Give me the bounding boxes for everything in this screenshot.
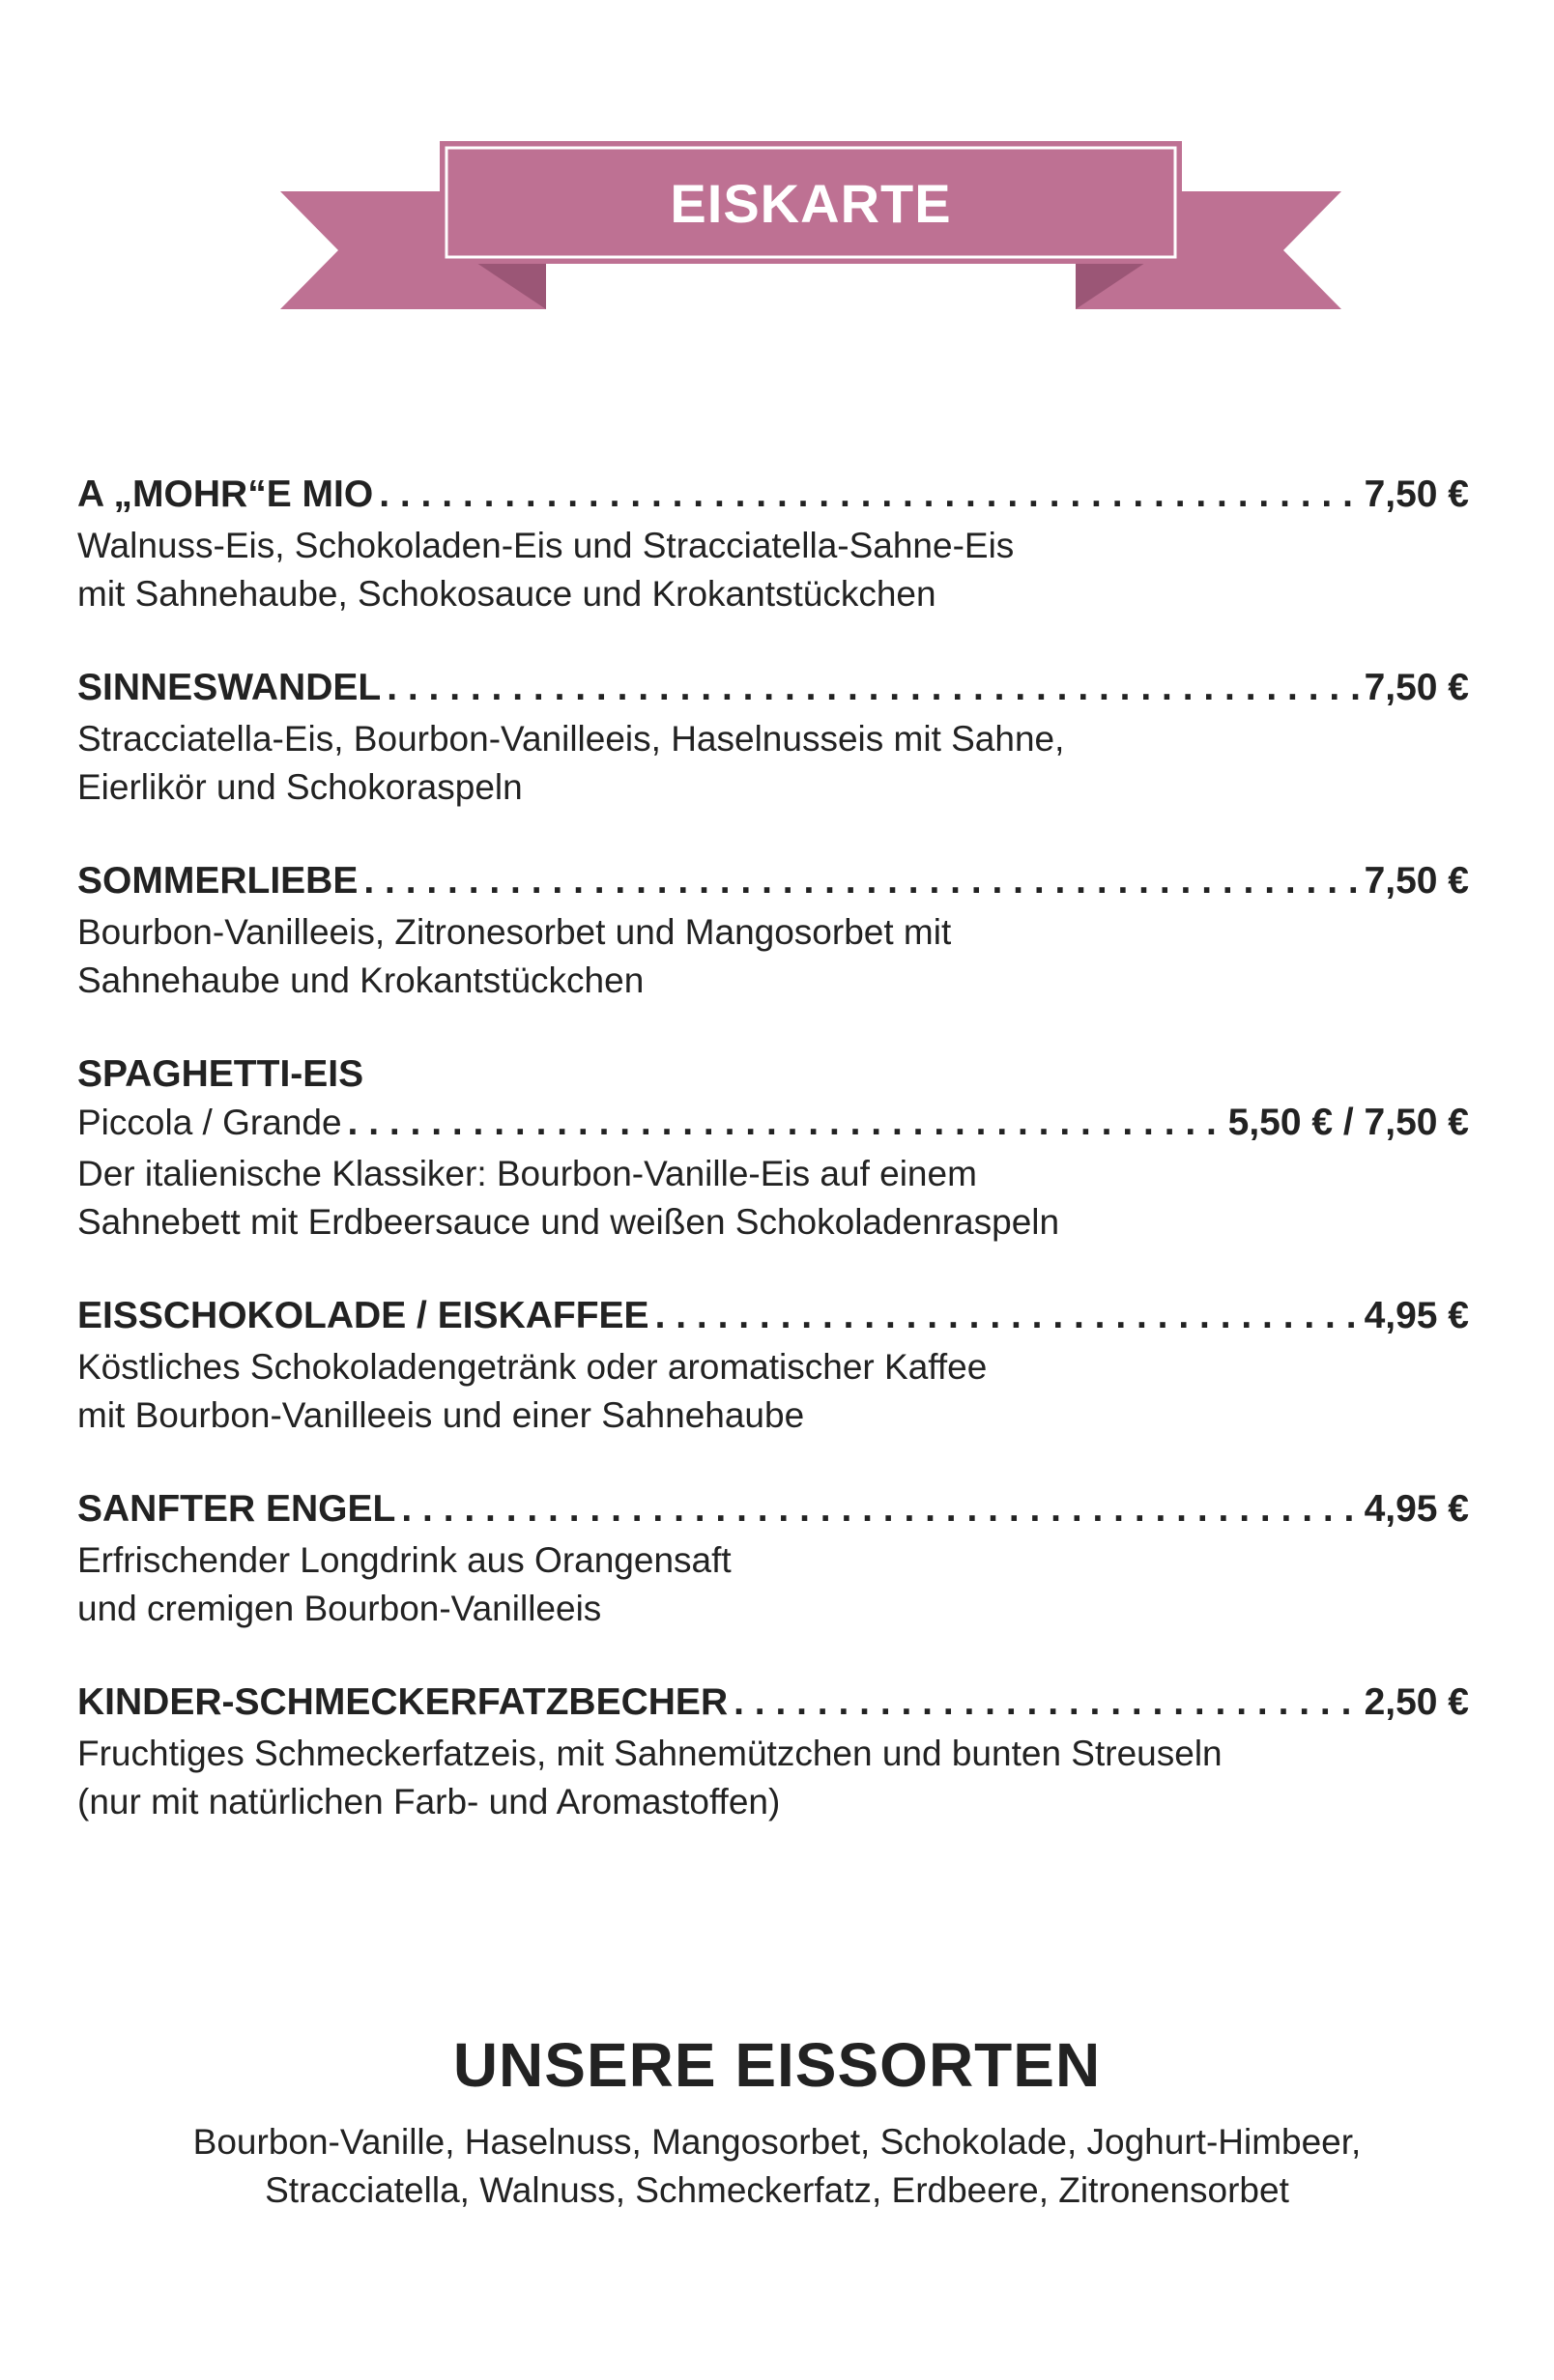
- item-name: SPAGHETTI-EIS: [77, 1053, 364, 1095]
- menu-item: [77, 1488, 1469, 1633]
- menu-item-header: [77, 473, 1469, 522]
- item-name: SINNESWANDEL: [77, 667, 382, 708]
- item-price: 4,95 €: [1364, 1488, 1469, 1530]
- item-description: Stracciatella-Eis, Bourbon-Vanilleeis, Haselnusseis mit Sahne,: [77, 719, 1065, 759]
- item-description: mit Sahnehaube, Schokosauce und Krokantstückchen: [77, 574, 936, 614]
- page-title: EISKARTE: [670, 172, 952, 234]
- menu-item: [77, 1295, 1469, 1440]
- menu-item-header: [77, 667, 1469, 715]
- flavors-list-line: Stracciatella, Walnuss, Schmeckerfatz, Erdbeere, Zitronensorbet: [265, 2170, 1289, 2210]
- item-description: Bourbon-Vanilleeis, Zitronesorbet und Mangosorbet mit: [77, 912, 952, 952]
- item-description: Walnuss-Eis, Schokoladen-Eis und Stracciatella-Sahne-Eis: [77, 526, 1015, 565]
- item-description: (nur mit natürlichen Farb- und Aromastoffen): [77, 1782, 781, 1821]
- item-name: EISSCHOKOLADE / EISKAFFEE: [77, 1295, 649, 1336]
- dot-leader: [363, 860, 1358, 903]
- item-description: Der italienische Klassiker: Bourbon-Vanille-Eis auf einem: [77, 1154, 977, 1193]
- flavors-list-line: Bourbon-Vanille, Haselnuss, Mangosorbet, Schokolade, Joghurt-Himbeer,: [192, 2122, 1362, 2162]
- menu-item-header: [77, 1053, 1469, 1102]
- item-description: mit Bourbon-Vanilleeis und einer Sahnehaube: [77, 1395, 805, 1435]
- item-description: Sahnehaube und Krokantstückchen: [77, 961, 645, 1000]
- dot-leader: [655, 1295, 1359, 1337]
- item-description: Eierlikör und Schokoraspeln: [77, 767, 523, 807]
- menu-item: [77, 473, 1469, 618]
- dot-leader: [387, 667, 1358, 709]
- menu-item: [77, 1681, 1469, 1826]
- item-name: KINDER-SCHMECKERFATZBECHER: [77, 1681, 729, 1723]
- menu-item: [77, 1053, 1469, 1247]
- menu-item: [77, 860, 1469, 1005]
- item-name: SOMMERLIEBE: [77, 860, 359, 902]
- menu-item-header: [77, 1681, 1469, 1730]
- flavors-section: [0, 2029, 1554, 2215]
- dot-leader: [348, 1102, 1223, 1144]
- item-price: 7,50 €: [1364, 860, 1469, 902]
- dot-leader: [734, 1681, 1358, 1724]
- menu-item-header: [77, 1295, 1469, 1343]
- item-price: 7,50 €: [1364, 473, 1469, 515]
- dot-leader: [379, 473, 1358, 516]
- item-price: 2,50 €: [1364, 1681, 1469, 1723]
- flavors-heading: UNSERE EISSORTEN: [452, 2030, 1102, 2100]
- item-description: und cremigen Bourbon-Vanilleeis: [77, 1589, 602, 1628]
- dot-leader: [401, 1488, 1358, 1531]
- item-price: 4,95 €: [1364, 1295, 1469, 1336]
- item-name: SANFTER ENGEL: [77, 1488, 396, 1530]
- menu-item: [77, 667, 1469, 812]
- item-description: Fruchtiges Schmeckerfatzeis, mit Sahnemützchen und bunten Streuseln: [77, 1734, 1223, 1773]
- item-size-options: Piccola / Grande: [77, 1103, 342, 1142]
- header-banner: [0, 0, 1554, 329]
- menu-item-size-row: [77, 1102, 1469, 1150]
- menu-item-header: [77, 1488, 1469, 1536]
- menu-list: [77, 473, 1469, 1875]
- item-description: Erfrischender Longdrink aus Orangensaft: [77, 1540, 732, 1580]
- item-price: 5,50 € / 7,50 €: [1227, 1102, 1469, 1143]
- item-name: A „MOHR“E MIO: [77, 473, 374, 515]
- menu-item-header: [77, 860, 1469, 908]
- item-description: Sahnebett mit Erdbeersauce und weißen Schokoladenraspeln: [77, 1202, 1060, 1242]
- item-description: Köstliches Schokoladengetränk oder aromatischer Kaffee: [77, 1347, 988, 1387]
- item-price: 7,50 €: [1364, 667, 1469, 708]
